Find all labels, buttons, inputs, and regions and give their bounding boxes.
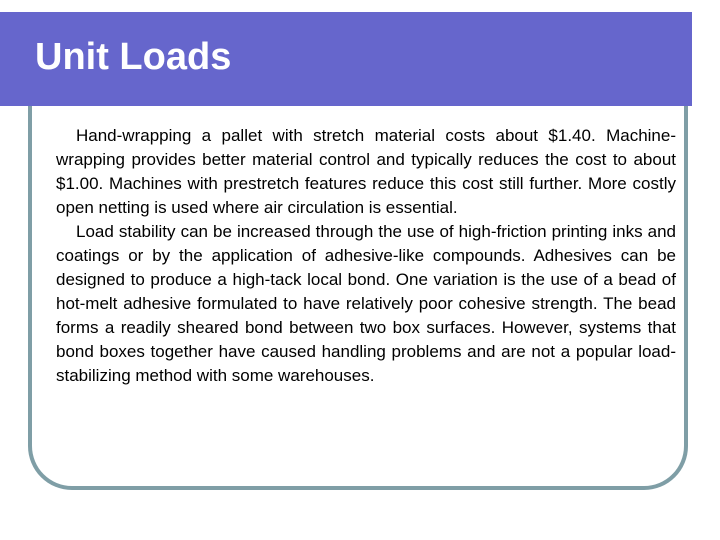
paragraph-load-stability: Load stability can be increased through the use of high-friction printing inks and coatings or by the application of adhesive-like compounds. Adhesives can be designed to produce a high-tack local bond. One variation is the use of a bead of hot-melt adhesive formulated to have relatively poor cohesive strength. The bead forms a readily sheared bond between two box surfaces. However, systems that bond boxes together have caused handling problems and are not a popular load-stabilizing method with some warehouses. bbox=[56, 222, 676, 385]
content-body bbox=[56, 124, 676, 388]
paragraph-wrapping-cost: Hand-wrapping a pallet with stretch material costs about $1.40. Machine-wrapping provides better material control and typically reduces the cost to about $1.00. Machines with prestretch features reduce this cost still further. More costly open netting is used where air circulation is essential. bbox=[56, 126, 676, 217]
slide-title: Unit Loads bbox=[35, 36, 232, 78]
